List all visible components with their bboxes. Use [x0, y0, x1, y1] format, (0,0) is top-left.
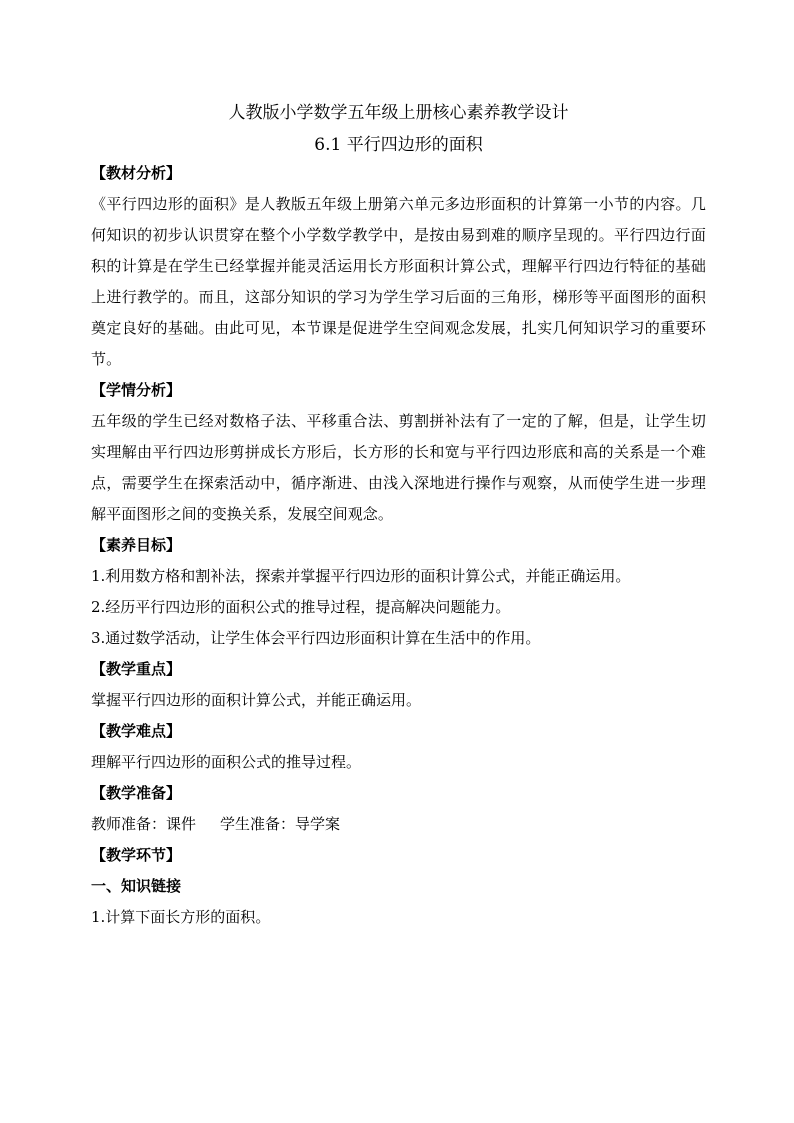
goal-item-3: 3.通过数学活动，让学生体会平行四边形面积计算在生活中的作用。	[91, 629, 541, 647]
goal-item-1: 1.利用数方格和割补法，探索并掌握平行四边形的面积计算公式，并能正确运用。	[91, 567, 631, 585]
section-heading-learner-analysis: 【学情分析】	[91, 381, 182, 399]
difficulties-text: 理解平行四边形的面积公式的推导过程。	[91, 753, 362, 771]
process-part1-heading: 一、知识链接	[91, 877, 182, 895]
preparation-line	[91, 809, 706, 840]
goal-item-2: 2.经历平行四边形的面积公式的推导过程，提高解决问题能力。	[91, 598, 511, 616]
section-heading-key-points: 【教学重点】	[91, 660, 182, 678]
document-page	[91, 100, 706, 933]
teacher-preparation: 教师准备：课件	[91, 815, 197, 833]
document-title: 人教版小学数学五年级上册核心素养教学设计	[228, 103, 569, 123]
section-heading-difficulties: 【教学难点】	[91, 722, 182, 740]
process-part1-item1: 1.计算下面长方形的面积。	[91, 908, 271, 926]
lesson-title: 6.1 平行四边形的面积	[314, 135, 483, 155]
section-heading-preparation: 【教学准备】	[91, 784, 182, 802]
learner-analysis-text: 五年级的学生已经对数格子法、平移重合法、剪割拼补法有了一定的了解，但是，让学生切实理解由平行四边形剪拼成长方形后，长方形的长和宽与平行四边形底和高的关系是一个难点，需要学生在探索活动中，循序渐进、由浅入深地进行操作与观察，从而使学生进一步理解平面图形之间的变换关系，发展空间观念。	[91, 412, 706, 523]
section-heading-textbook-analysis: 【教材分析】	[91, 164, 182, 182]
student-preparation: 学生准备：导学案	[220, 815, 341, 833]
textbook-analysis-text: 《平行四边形的面积》是人教版五年级上册第六单元多边形面积的计算第一小节的内容。几何知识的初步认识贯穿在整个小学数学教学中，是按由易到难的顺序呈现的。平行四边行面积的计算是在学生已经掌握并能灵活运用长方形面积计算公式，理解平行四边行特征的基础上进行教学的。而且，这部分知识的学习为学生学习后面的三角形，梯形等平面图形的面积奠定良好的基础。由此可见，本节课是促进学生空间观念发展，扎实几何知识学习的重要环节。	[91, 195, 706, 368]
section-heading-process: 【教学环节】	[91, 846, 182, 864]
key-points-text: 掌握平行四边形的面积计算公式，并能正确运用。	[91, 691, 422, 709]
section-heading-literacy-goals: 【素养目标】	[91, 536, 182, 554]
